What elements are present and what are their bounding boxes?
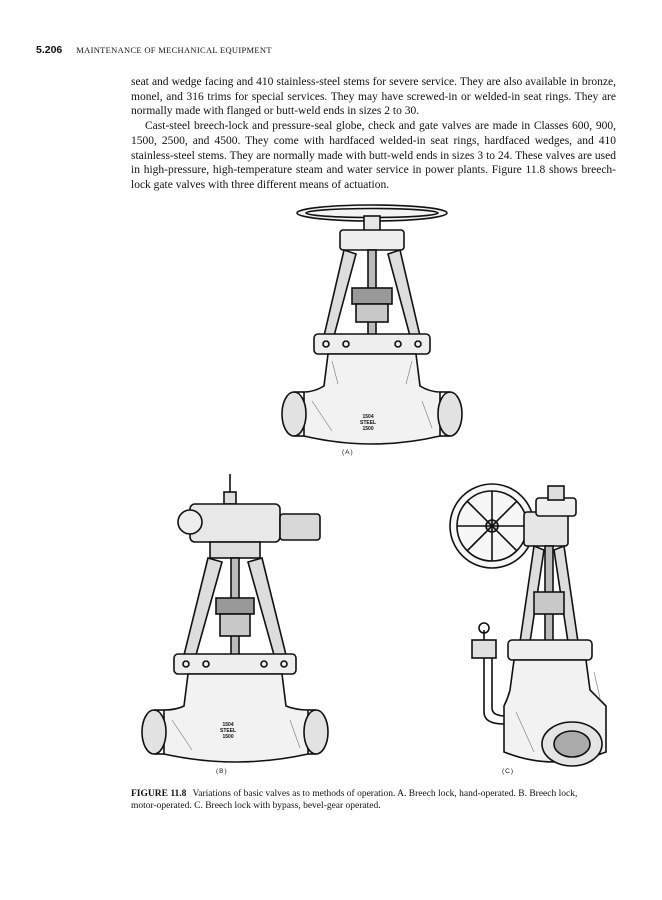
figure-b-illustration [140,470,340,770]
body-text [131,75,616,193]
paragraph: Cast-steel breech-lock and pressure-seal globe, check and gate valves are made in Classes 600, 900, 1500, 2500, and 4500. They come with hardfaced welded-in seat rings, hardfaced wedges, and 410 stainless-steel stems. They are normally made with butt-weld ends in sizes 3 to 24. These valves are used in high-pressure, high-temperature steam and water service in power plants. Figure 11.8 shows breech-lock gate valves with three different means of actuation. [131,120,616,191]
figure-b-label: (B) [216,768,228,775]
stamp-line: STEEL [360,420,377,426]
stamp-line: 1504 [362,414,374,420]
stamp-line: 1500 [222,734,234,740]
motor-operated-valve-drawing [140,470,340,770]
paragraph: seat and wedge facing and 410 stainless-steel stems for severe service. They are also available in bronze, monel, and 316 trims for special services. They may have screwed-in or welded-in seat rings. They are normally made with flanged or butt-weld ends in sizes 2 to 30. [131,76,616,118]
page-number: 5.206 [36,44,63,56]
stamp-line: 1504 [222,722,234,728]
caption-label: FIGURE 11.8 [131,789,187,799]
stamp-line: 1500 [362,426,374,432]
figure-c-label: (C) [502,768,515,775]
stamp-line: STEEL [220,728,237,734]
caption-text: Variations of basic valves as to methods of operation. A. Breech lock, hand-operated. B. Breech lock, motor-operated. C. Breech lock with bypass, bevel-gear operated. [131,789,578,811]
body-stamp [220,722,236,740]
bevel-gear-valve-drawing [444,462,614,774]
figure-a-illustration [272,196,472,461]
figure-a-label: (A) [342,449,354,456]
figure-c-illustration [444,462,614,774]
figure-caption [131,789,601,812]
body-stamp [360,414,376,432]
running-title: MAINTENANCE OF MECHANICAL EQUIPMENT [76,45,272,55]
page-header [36,44,272,56]
